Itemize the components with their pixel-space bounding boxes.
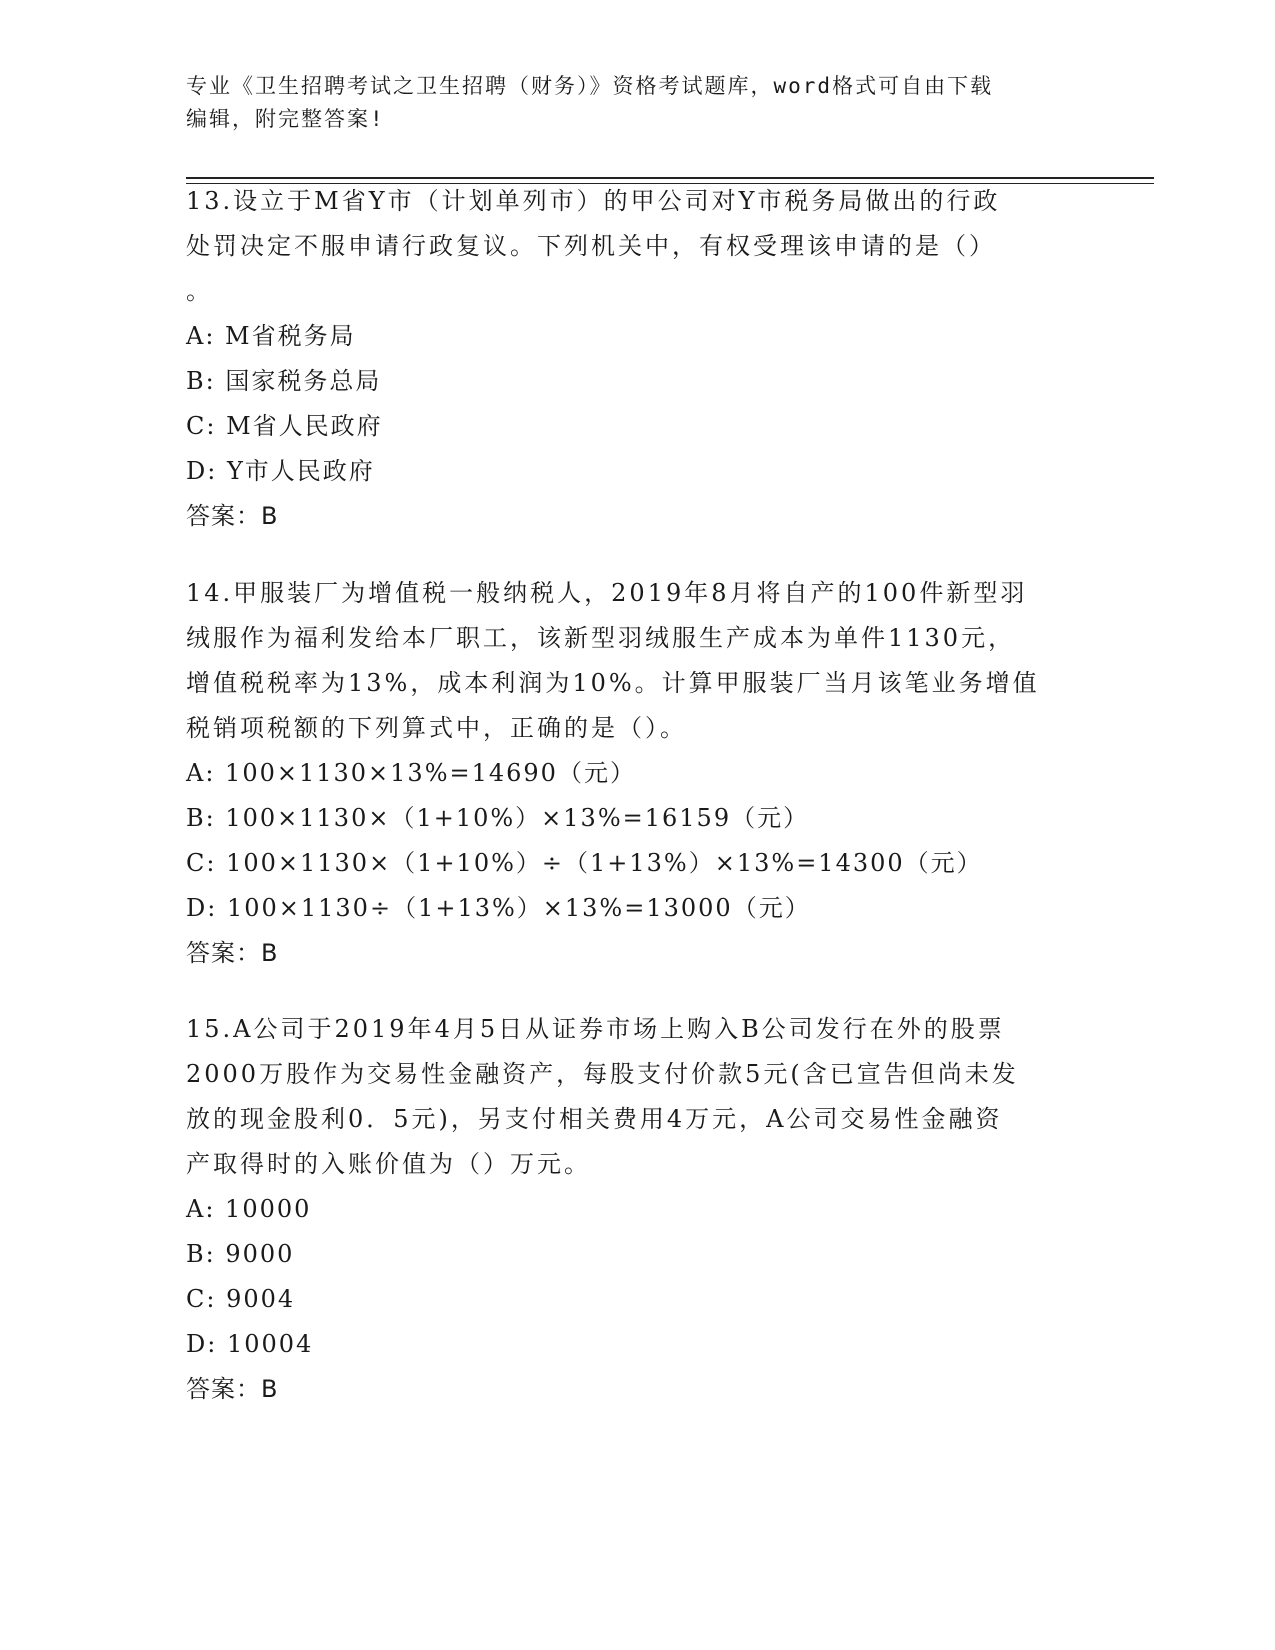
- question-text-line: 2000万股作为交易性金融资产，每股支付价款5元(含已宣告但尚未发: [186, 1060, 1019, 1088]
- question-text-line: 增值税税率为13%，成本利润为10%。计算甲服装厂当月该笔业务增值: [186, 669, 1040, 697]
- option-c: C: M省人民政府: [186, 412, 383, 440]
- question-text-line: 13.设立于M省Y市（计划单列市）的甲公司对Y市税务局做出的行政: [186, 187, 1001, 215]
- question-13: [186, 179, 1086, 539]
- question-text-line: 产取得时的入账价值为（）万元。: [186, 1150, 591, 1178]
- question-text-line: 绒服作为福利发给本厂职工，该新型羽绒服生产成本为单件1130元，: [186, 624, 1016, 652]
- answer-label: 答案：B: [186, 1375, 279, 1403]
- question-14: [186, 571, 1086, 976]
- question-14-text: [186, 571, 1086, 751]
- answer-label: 答案：B: [186, 939, 279, 967]
- question-15: [186, 1007, 1086, 1412]
- option-b: B: 100×1130×（1+10%）×13%=16159（元）: [186, 804, 810, 832]
- question-13-text: [186, 179, 1086, 314]
- option-c: C: 9004: [186, 1285, 296, 1313]
- question-text-line: 15.A公司于2019年4月5日从证券市场上购入B公司发行在外的股票: [186, 1015, 1005, 1043]
- option-b: B: 国家税务总局: [186, 367, 382, 395]
- header-line-1: 专业《卫生招聘考试之卫生招聘（财务）》资格考试题库，word格式可自由下载: [186, 74, 994, 98]
- document-header: [186, 70, 1086, 136]
- question-text-line: 处罚决定不服申请行政复议。下列机关中，有权受理该申请的是（）: [186, 232, 996, 260]
- question-15-text: [186, 1007, 1086, 1187]
- option-d: D: 100×1130÷（1+13%）×13%=13000（元）: [186, 894, 811, 922]
- option-c: C: 100×1130×（1+10%）÷（1+13%）×13%=14300（元）: [186, 849, 983, 877]
- question-text-line: 14.甲服装厂为增值税一般纳税人，2019年8月将自产的100件新型羽: [186, 579, 1028, 607]
- option-d: D: Y市人民政府: [186, 457, 375, 485]
- question-text-line: 税销项税额的下列算式中，正确的是（）。: [186, 714, 687, 742]
- question-text-line: 。: [186, 277, 213, 305]
- option-b: B: 9000: [186, 1240, 295, 1268]
- option-a: A: 10000: [186, 1195, 312, 1223]
- header-line-2: 编辑，附完整答案!: [186, 107, 385, 131]
- option-a: A: 100×1130×13%=14690（元）: [186, 759, 636, 787]
- option-a: A: M省税务局: [186, 322, 356, 350]
- option-d: D: 10004: [186, 1330, 314, 1358]
- answer-label: 答案：B: [186, 502, 279, 530]
- question-text-line: 放的现金股利0．5元)，另支付相关费用4万元，A公司交易性金融资: [186, 1105, 1003, 1133]
